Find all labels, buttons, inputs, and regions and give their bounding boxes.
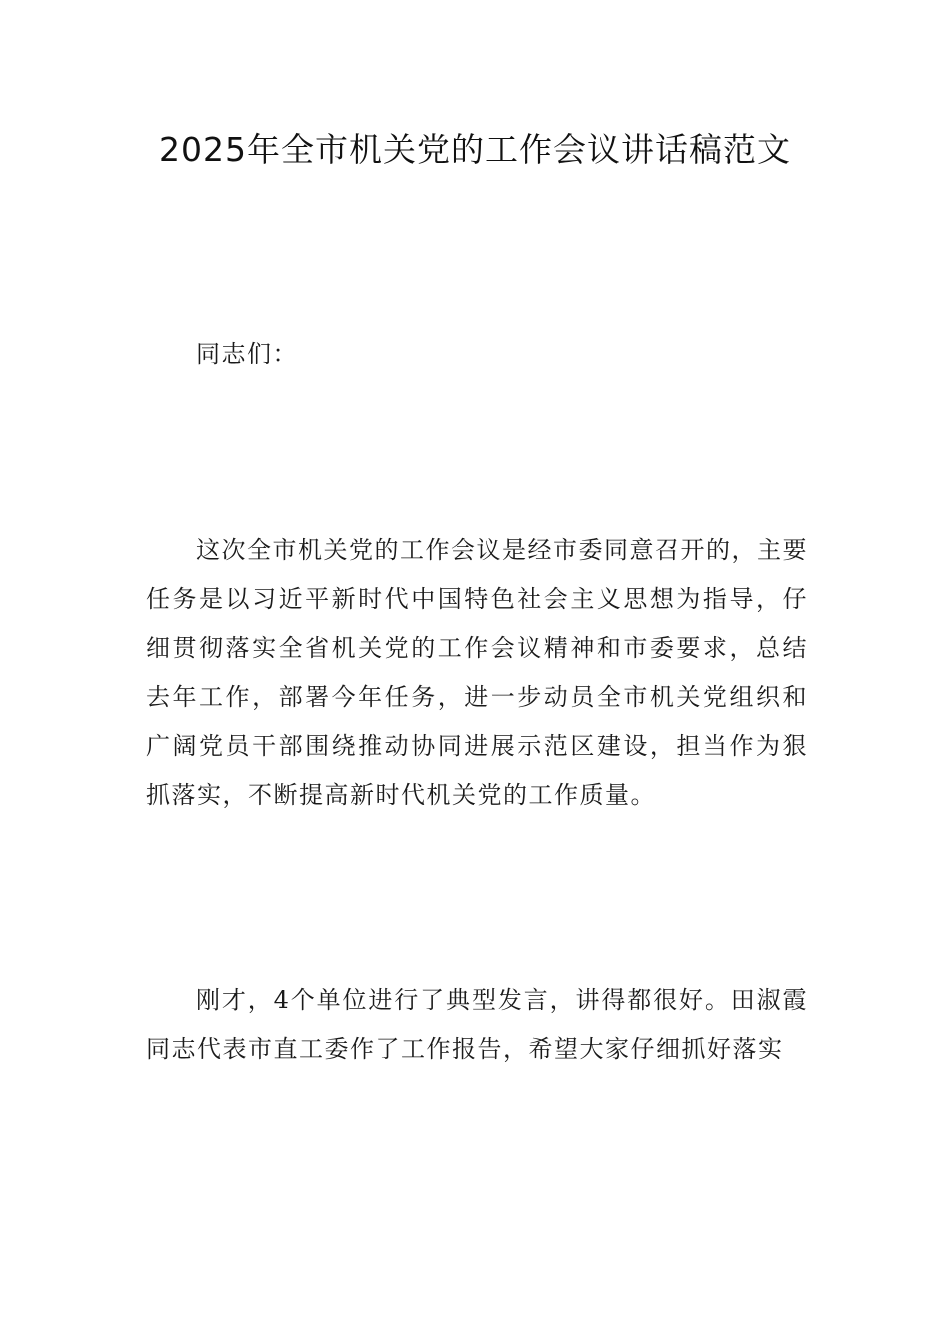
greeting: 同志们： [196, 340, 298, 368]
paragraph-1: 这次全市机关党的工作会议是经市委同意召开的，主要任务是以习近平新时代中国特色社会主义思想为指导，仔细贯彻落实全省机关党的工作会议精神和市委要求，总结去年工作，部署今年任务，进一步动员全市机关党组织和广阔党员干部围绕推动协同进展示范区建设，担当作为狠抓落实，不断提高新时代机关党的工作质量。 [146, 536, 808, 809]
document-title: 2025年全市机关党的工作会议讲话稿范文 [159, 130, 791, 169]
paragraph-2: 刚才，4个单位进行了典型发言，讲得都很好。田淑霞同志代表市直工委作了工作报告，希望大家仔细抓好落实 [146, 986, 808, 1063]
